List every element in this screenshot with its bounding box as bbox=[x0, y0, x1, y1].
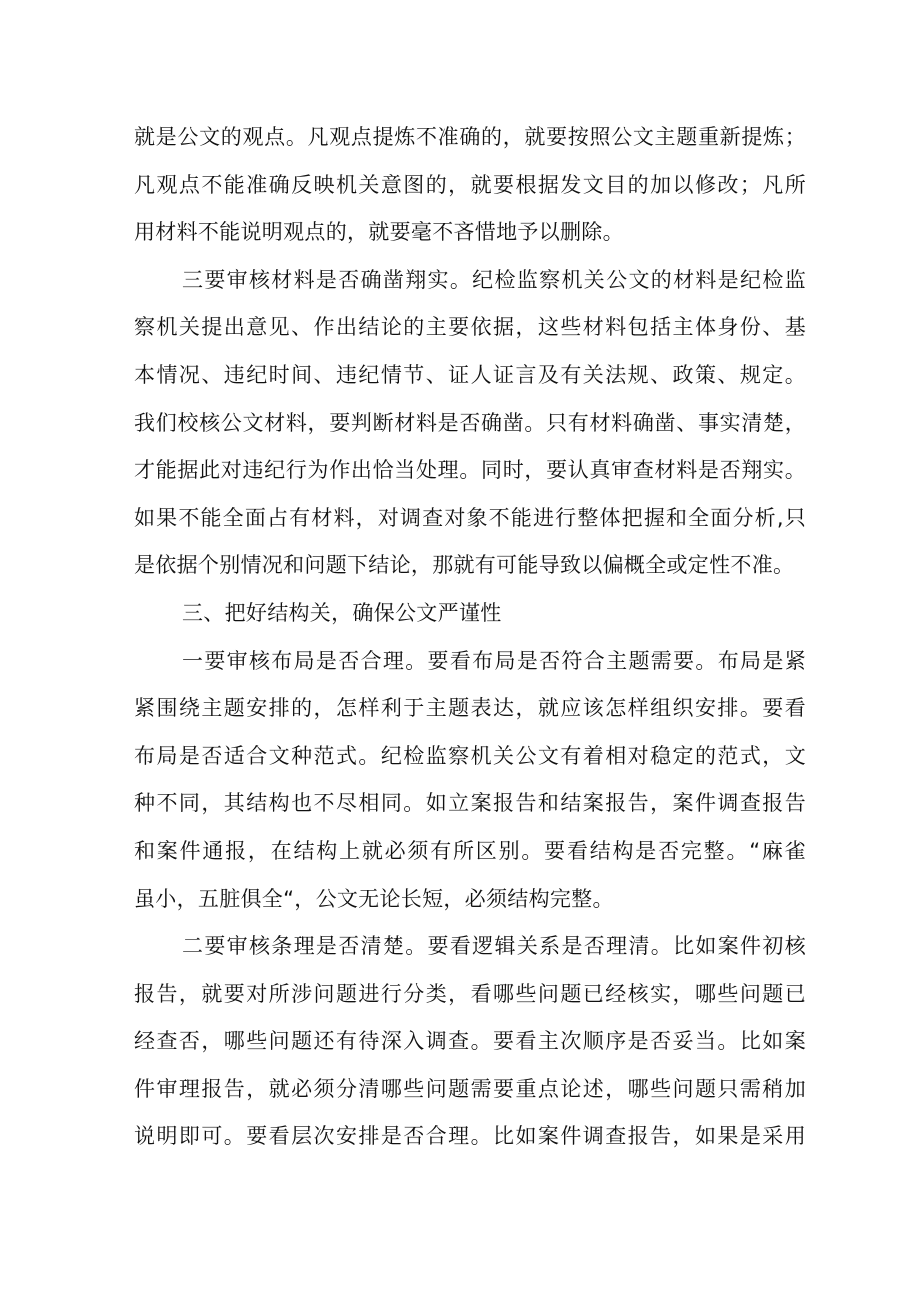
text-line: 布局是否适合文种范式。纪检监察机关公文有着相对稳定的范式，文 bbox=[134, 743, 806, 768]
text-line: 察机关提出意见、作出结论的主要依据，这些材料包括主体身份、基 bbox=[134, 315, 806, 340]
text-line: 经查否，哪些问题还有待深入调查。要看主次顺序是否妥当。比如案 bbox=[134, 1029, 806, 1054]
text-line: 如果不能全面占有材料，对调查对象不能进行整体把握和全面分析,只 bbox=[134, 505, 806, 530]
text-line: 紧围绕主题安排的，怎样利于主题表达，就应该怎样组织安排。要看 bbox=[134, 696, 806, 721]
section-heading bbox=[134, 590, 806, 638]
text-line: 和案件通报，在结构上就必须有所区别。要看结构是否完整。“麻雀 bbox=[134, 838, 806, 863]
paragraph-4 bbox=[134, 638, 806, 924]
text-line: 我们校核公文材料，要判断材料是否确凿。只有材料确凿、事实清楚， bbox=[134, 410, 806, 435]
text-line: 种不同，其结构也不尽相同。如立案报告和结案报告，案件调查报告 bbox=[134, 791, 806, 816]
paragraph-1 bbox=[134, 114, 806, 257]
text-line: 才能据此对违纪行为作出恰当处理。同时，要认真审查材料是否翔实。 bbox=[134, 458, 806, 483]
document-body bbox=[134, 114, 806, 1161]
text-line: 二要审核条理是否清楚。要看逻辑关系是否理清。比如案件初核 bbox=[182, 934, 806, 959]
text-line: 凡观点不能准确反映机关意图的，就要根据发文目的加以修改；凡所 bbox=[134, 172, 806, 197]
text-line: 报告，就要对所涉问题进行分类，看哪些问题已经核实，哪些问题已 bbox=[134, 981, 806, 1006]
text-line: 三要审核材料是否确凿翔实。纪检监察机关公文的材料是纪检监 bbox=[182, 267, 806, 292]
paragraph-5 bbox=[134, 923, 806, 1161]
heading-line: 三、把好结构关，确保公文严谨性 bbox=[182, 600, 502, 625]
text-line: 用材料不能说明观点的，就要毫不吝惜地予以删除。 bbox=[134, 220, 624, 245]
text-line: 件审理报告，就必须分清哪些问题需要重点论述，哪些问题只需稍加 bbox=[134, 1076, 806, 1101]
text-line: 是依据个别情况和问题下结论，那就有可能导致以偏概全或定性不准。 bbox=[134, 553, 795, 578]
text-line: 本情况、违纪时间、违纪情节、证人证言及有关法规、政策、规定。 bbox=[134, 362, 806, 387]
text-line: 虽小，五脏俱全“，公文无论长短，必须结构完整。 bbox=[134, 886, 614, 911]
text-line: 一要审核布局是否合理。要看布局是否符合主题需要。布局是紧 bbox=[182, 648, 806, 673]
text-line: 说明即可。要看层次安排是否合理。比如案件调查报告，如果是采用 bbox=[134, 1124, 806, 1149]
paragraph-2 bbox=[134, 257, 806, 590]
text-line: 就是公文的观点。凡观点提炼不准确的，就要按照公文主题重新提炼； bbox=[134, 125, 806, 149]
